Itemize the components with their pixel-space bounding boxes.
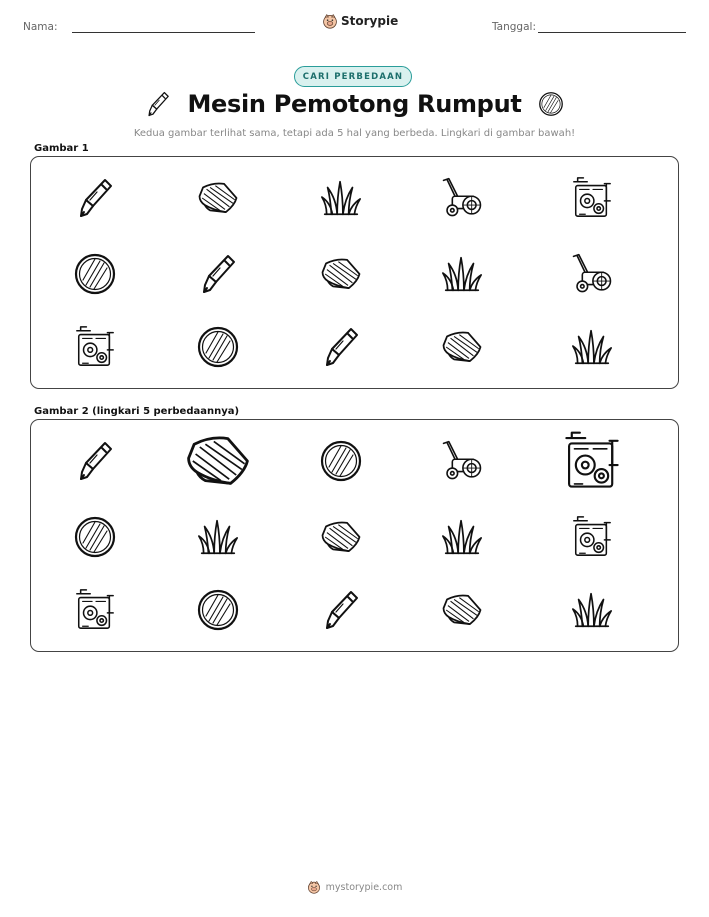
grid-cell — [73, 176, 117, 220]
wood-disc-icon — [196, 588, 240, 632]
activity-badge: CARI PERBEDAAN — [294, 66, 412, 87]
picture2-label: Gambar 2 (lingkari 5 perbedaannya) — [34, 406, 240, 417]
lawnmower-icon — [440, 439, 484, 483]
grid-cell — [73, 325, 117, 369]
fabric-icon — [440, 325, 484, 369]
cutter-icon — [196, 252, 240, 296]
fabric-icon — [440, 588, 484, 632]
grid-cell[interactable] — [319, 439, 363, 483]
machine-icon — [73, 325, 117, 369]
grid-cell[interactable] — [570, 515, 614, 559]
grid-cell[interactable] — [561, 430, 623, 492]
wood-disc-icon — [73, 252, 117, 296]
grid-cell[interactable] — [319, 515, 363, 559]
cutter-icon — [145, 90, 171, 118]
pig-logo-icon — [322, 13, 338, 29]
cutter-icon — [319, 325, 363, 369]
grid-cell — [73, 252, 117, 296]
wood-disc-icon — [538, 91, 564, 117]
name-line[interactable] — [72, 32, 255, 33]
wood-disc-icon — [73, 515, 117, 559]
logo-text: Storypie — [341, 14, 399, 28]
grid-cell — [319, 252, 363, 296]
page-title: Mesin Pemotong Rumput — [187, 90, 522, 118]
grid-cell[interactable] — [73, 588, 117, 632]
grid-cell[interactable] — [196, 515, 240, 559]
date-line[interactable] — [538, 32, 686, 33]
grid-cell — [196, 325, 240, 369]
cutter-icon — [319, 588, 363, 632]
grid-cell — [440, 176, 484, 220]
date-label: Tanggal: — [492, 21, 536, 33]
grid-cell — [440, 252, 484, 296]
grass-icon — [196, 515, 240, 559]
name-label: Nama: — [23, 21, 58, 33]
grid-cell — [196, 252, 240, 296]
cutter-icon — [73, 439, 117, 483]
grid-cell — [570, 252, 614, 296]
wood-disc-icon — [319, 439, 363, 483]
grass-icon — [440, 252, 484, 296]
grass-icon — [570, 588, 614, 632]
machine-icon — [561, 430, 623, 492]
grid-cell[interactable] — [440, 515, 484, 559]
machine-icon — [570, 515, 614, 559]
grass-icon — [440, 515, 484, 559]
picture1-label: Gambar 1 — [34, 143, 89, 154]
grid-cell — [570, 325, 614, 369]
wood-disc-icon — [196, 325, 240, 369]
lawnmower-icon — [440, 176, 484, 220]
title-row — [0, 90, 709, 118]
grid-cell[interactable] — [319, 588, 363, 632]
pig-logo-icon — [307, 880, 321, 894]
grid-cell[interactable] — [440, 439, 484, 483]
grid-cell[interactable] — [183, 426, 253, 496]
lawnmower-icon — [570, 252, 614, 296]
footer-url: mystorypie.com — [325, 881, 403, 893]
grid-cell[interactable] — [73, 439, 117, 483]
grid-cell[interactable] — [570, 588, 614, 632]
grid-cell[interactable] — [440, 588, 484, 632]
machine-icon — [73, 588, 117, 632]
grid-cell[interactable] — [196, 588, 240, 632]
fabric-icon — [196, 176, 240, 220]
fabric-icon — [319, 252, 363, 296]
machine-icon — [570, 176, 614, 220]
fabric-icon — [183, 426, 253, 496]
grass-icon — [319, 176, 363, 220]
picture2-panel[interactable] — [30, 419, 679, 652]
footer — [0, 880, 709, 894]
storypie-logo — [322, 13, 398, 29]
grid-cell — [319, 176, 363, 220]
cutter-icon — [73, 176, 117, 220]
grid-cell — [440, 325, 484, 369]
fabric-icon — [319, 515, 363, 559]
picture1-panel — [30, 156, 679, 389]
instructions: Kedua gambar terlihat sama, tetapi ada 5 hal yang berbeda. Lingkari di gambar bawah! — [133, 128, 576, 139]
grid-cell — [319, 325, 363, 369]
grid-cell — [196, 176, 240, 220]
grass-icon — [570, 325, 614, 369]
grid-cell[interactable] — [73, 515, 117, 559]
grid-cell — [570, 176, 614, 220]
